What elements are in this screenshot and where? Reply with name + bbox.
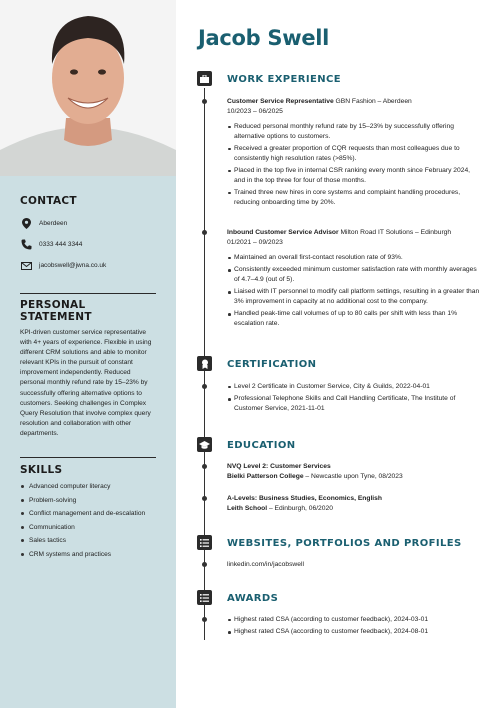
contact-location	[20, 213, 156, 234]
phone-icon	[20, 239, 32, 251]
statement-text: KPI-driven customer service representative with 4+ years of experience. Flexible in using different CRM solutions and able to monitor relevant KPIs in the pursuit of constant improvement independently. Reduced personal monthly refund rate by 15–23% by successfully offering alternative options to customers. Seeking challenges in Complex Query Resolution that involve complex query resolution and collaboration with other departments.	[20, 329, 152, 437]
education-title: EDUCATION	[227, 440, 296, 451]
work-title: WORK EXPERIENCE	[227, 74, 341, 85]
skill-item: CRM systems and practices	[20, 548, 156, 562]
job-role: Customer Service Representative	[227, 98, 334, 105]
skill-item: Communication	[20, 521, 156, 535]
education-school: Bielki Patterson College	[227, 473, 304, 480]
timeline-dot	[202, 230, 207, 235]
job-dates: 10/2023 – 06/2025	[227, 108, 283, 115]
contact-phone	[20, 234, 156, 255]
websites-block	[227, 560, 482, 570]
job-entry	[227, 228, 482, 331]
briefcase-icon	[197, 71, 212, 86]
statement-title: PERSONAL STATEMENT	[20, 299, 92, 323]
job-bullet: Placed in the top five in internal CSR ranking every month since February 2024, and in the top three for four of those months.	[227, 166, 482, 185]
job-bullet: Handled peak-time call volumes of up to 80 calls per shift with less than 1% escalation rate.	[227, 309, 482, 328]
certification-item: Level 2 Certificate in Customer Service, City & Guilds, 2022-04-01	[227, 382, 482, 392]
education-school: Leith School	[227, 505, 268, 512]
contact-email	[20, 255, 156, 276]
timeline-dot	[202, 496, 207, 501]
certificate-icon	[197, 356, 212, 371]
job-entry	[227, 97, 482, 210]
job-company: Milton Road IT Solutions – Edinburgh	[340, 229, 452, 236]
linkedin-link[interactable]: linkedin.com/in/jacobswell	[227, 561, 304, 568]
contact-title: CONTACT	[20, 195, 77, 207]
skill-item: Advanced computer literacy	[20, 480, 156, 494]
certification-item: Professional Telephone Skills and Call Handling Certificate, The Institute of Customer Service, 2021-11-01	[227, 394, 482, 413]
profile-photo	[0, 0, 176, 176]
award-item: Highest rated CSA (according to customer feedback), 2024-08-01	[227, 627, 482, 637]
award-item: Highest rated CSA (according to customer feedback), 2024-03-01	[227, 615, 482, 625]
job-dates: 01/2021 – 09/2023	[227, 239, 283, 246]
candidate-name: Jacob Swell	[198, 26, 330, 50]
skill-item: Conflict management and de-escalation	[20, 507, 156, 521]
job-bullets	[227, 253, 482, 329]
job-bullet: Reduced personal monthly refund rate by 15–23% by successfully offering alternative options to customers.	[227, 122, 482, 141]
envelope-icon	[20, 260, 32, 272]
skills-list	[20, 480, 156, 561]
graduation-cap-icon	[197, 437, 212, 452]
list-icon	[197, 590, 212, 605]
skill-item: Sales tactics	[20, 534, 156, 548]
job-company: GBN Fashion – Aberdeen	[335, 98, 412, 105]
education-detail: – Newcastle upon Tyne, 08/2023	[303, 473, 403, 480]
education-detail: – Edinburgh, 06/2020	[267, 505, 333, 512]
list-icon	[197, 535, 212, 550]
certification-title: CERTIFICATION	[227, 359, 317, 370]
skills-title: SKILLS	[20, 464, 63, 477]
skill-item: Problem-solving	[20, 494, 156, 508]
education-entry	[227, 494, 482, 514]
phone-text: 0333 444 3344	[39, 241, 83, 248]
job-bullet: Liaised with IT personnel to modify call platform settings, resulting in a greater than 3% improvement in capacity at no additional cost to the company.	[227, 287, 482, 306]
awards-list	[227, 615, 482, 637]
job-role: Inbound Customer Service Advisor	[227, 229, 339, 236]
job-bullet: Received a greater proportion of CQR requests than most colleagues due to consistently high resolution rates (>85%).	[227, 144, 482, 163]
certification-list	[227, 382, 482, 414]
location-pin-icon	[20, 218, 32, 230]
timeline-dot	[202, 384, 207, 389]
job-bullet: Trained three new hires in core systems and complaint handling procedures, reducing onboarding time by 20%.	[227, 188, 482, 207]
awards-title: AWARDS	[227, 593, 279, 604]
websites-title: WEBSITES, PORTFOLIOS AND PROFILES	[227, 538, 462, 549]
location-text: Aberdeen	[39, 220, 68, 227]
job-bullets	[227, 122, 482, 207]
education-entry	[227, 462, 482, 482]
timeline-dot	[202, 562, 207, 567]
email-text[interactable]: jacobswell@jwna.co.uk	[39, 262, 107, 269]
education-degree: NVQ Level 2: Customer Services	[227, 463, 331, 470]
certification-block	[227, 382, 482, 416]
sidebar	[0, 0, 176, 708]
job-bullet: Maintained an overall first-contact resolution rate of 93%.	[227, 253, 482, 263]
job-bullet: Consistently exceeded minimum customer satisfaction rate with monthly averages of 4.7–4.9 (out of 5).	[227, 265, 482, 284]
awards-block	[227, 615, 482, 640]
timeline-dot	[202, 617, 207, 622]
timeline-dot	[202, 99, 207, 104]
timeline-dot	[202, 464, 207, 469]
education-degree: A-Levels: Business Studies, Economics, English	[227, 495, 382, 502]
